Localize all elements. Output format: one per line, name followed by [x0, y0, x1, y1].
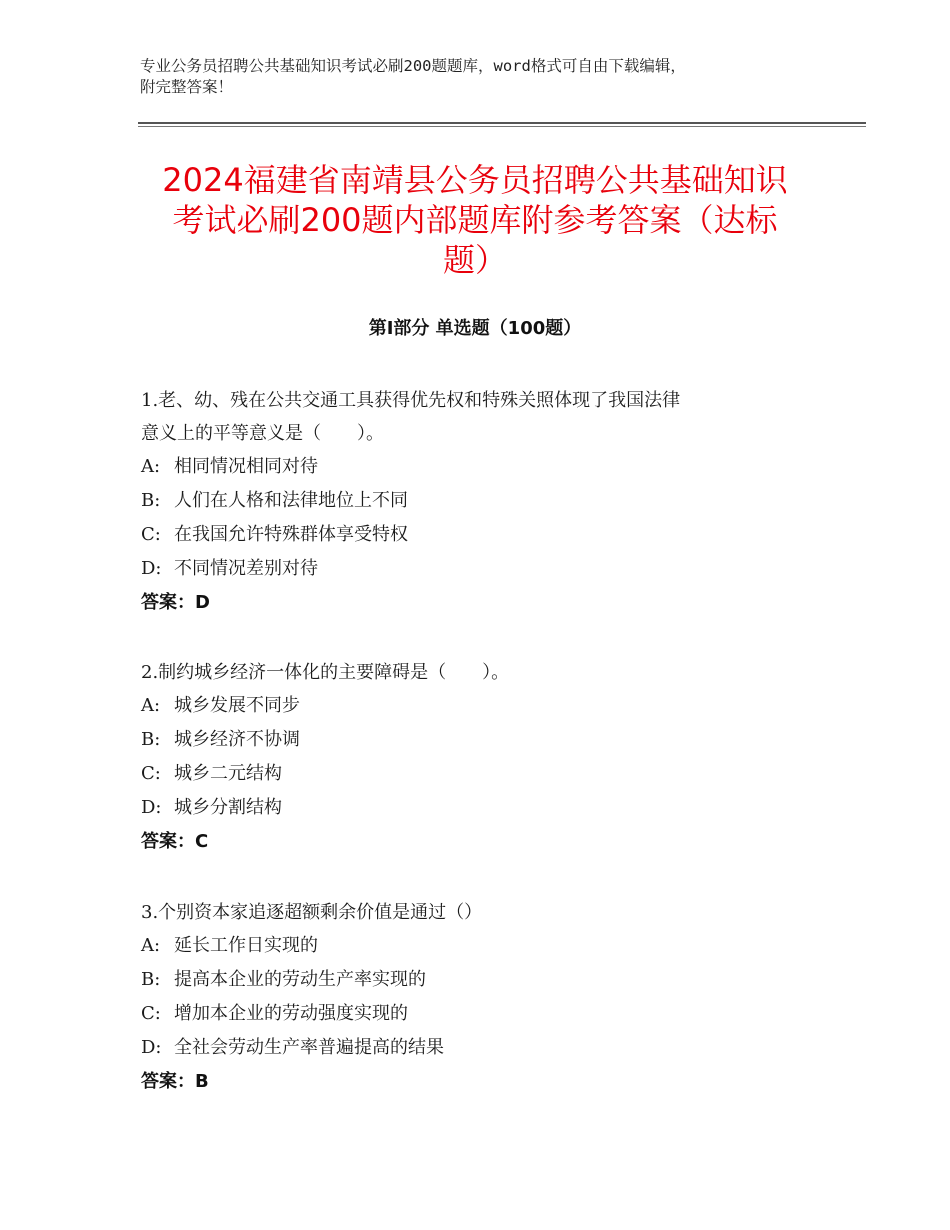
option-b	[141, 963, 821, 997]
option-text: 人们在人格和法律地位上不同	[174, 490, 408, 511]
option-a	[141, 929, 821, 963]
option-text: 提高本企业的劳动生产率实现的	[174, 969, 426, 990]
option-letter: C:	[141, 524, 161, 545]
option-letter: A:	[141, 456, 161, 477]
header-note	[140, 56, 820, 98]
option-c	[141, 997, 821, 1031]
option-c	[141, 518, 821, 552]
option-d	[141, 552, 821, 586]
option-text: 城乡经济不协调	[174, 729, 300, 750]
option-b	[141, 723, 821, 757]
question-stem: 意义上的平等意义是（ ）。	[141, 423, 384, 444]
option-text: 延长工作日实现的	[174, 935, 318, 956]
option-letter: B:	[141, 969, 161, 990]
option-text: 城乡二元结构	[174, 763, 282, 784]
title-line: 2024福建省南靖县公务员招聘公共基础知识	[162, 161, 788, 199]
header-note-line: 附完整答案！	[140, 78, 234, 96]
answer-label: 答案：D	[141, 592, 210, 613]
option-text: 增加本企业的劳动强度实现的	[174, 1003, 408, 1024]
section-heading: 第Ⅰ部分 单选题（100题）	[368, 318, 582, 339]
option-text: 相同情况相同对待	[174, 456, 318, 477]
option-d	[141, 791, 821, 825]
option-text: 城乡发展不同步	[174, 695, 300, 716]
question-3	[141, 896, 821, 1099]
option-letter: B:	[141, 729, 161, 750]
option-text: 在我国允许特殊群体享受特权	[174, 524, 408, 545]
answer-label: 答案：B	[141, 1071, 209, 1092]
document-title	[120, 160, 830, 280]
option-a	[141, 689, 821, 723]
header-divider	[138, 122, 866, 124]
header-note-line: 专业公务员招聘公共基础知识考试必刷200题题库，word格式可自由下载编辑，	[140, 57, 686, 75]
option-a	[141, 450, 821, 484]
header-divider-thin	[138, 126, 866, 127]
option-d	[141, 1031, 821, 1065]
option-letter: A:	[141, 695, 161, 716]
option-text: 全社会劳动生产率普遍提高的结果	[174, 1037, 444, 1058]
option-text: 城乡分割结构	[174, 797, 282, 818]
option-text: 不同情况差别对待	[174, 558, 318, 579]
option-letter: D:	[141, 1037, 162, 1058]
option-c	[141, 757, 821, 791]
question-stem: 3.个别资本家追逐超额剩余价值是通过（）	[141, 902, 483, 923]
answer-label: 答案：C	[141, 831, 209, 852]
option-letter: D:	[141, 797, 162, 818]
option-letter: A:	[141, 935, 161, 956]
title-line: 题）	[442, 241, 507, 279]
option-letter: D:	[141, 558, 162, 579]
question-2	[141, 656, 821, 859]
question-stem: 1.老、幼、残在公共交通工具获得优先权和特殊关照体现了我国法律	[141, 390, 681, 411]
option-letter: B:	[141, 490, 161, 511]
option-letter: C:	[141, 1003, 161, 1024]
title-line: 考试必刷200题内部题库附参考答案（达标	[172, 201, 778, 239]
question-stem: 2.制约城乡经济一体化的主要障碍是（ ）。	[141, 662, 510, 683]
option-b	[141, 484, 821, 518]
option-letter: C:	[141, 763, 161, 784]
question-1	[141, 384, 821, 620]
